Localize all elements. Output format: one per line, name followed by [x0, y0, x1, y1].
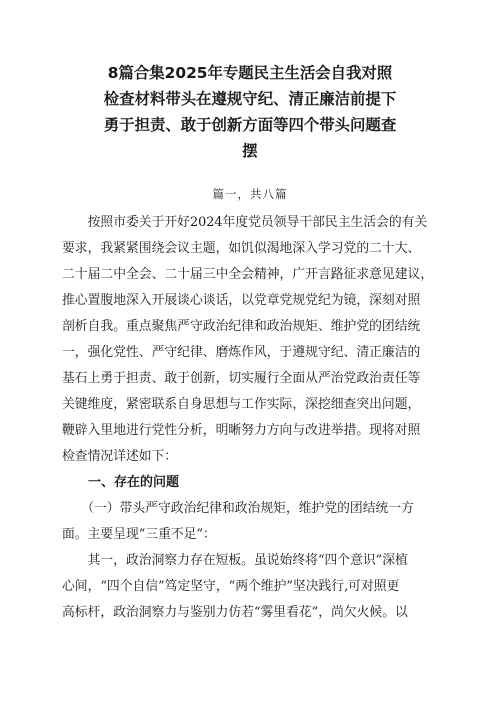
text-line: （一）带头严守政治纪律和政治规矩，维护党的团结统一方 [62, 501, 414, 516]
intro-paragraph [62, 210, 438, 470]
document-title [62, 60, 438, 164]
text-line: 高标杆，政治洞察力与鉴别力仿若“雾里看花”，尚欠火候。以 [62, 605, 408, 620]
title-line: 检查材料带头在遵规守纪、清正廉洁前提下 [103, 90, 397, 108]
text-line: 一，强化党性、严守纪律、磨炼作风，于遵规守纪、清正廉洁的 [62, 345, 421, 360]
text-line: 面。主要呈现“三重不足”： [62, 527, 216, 542]
text-line: 二十届二中全会、二十届三中全会精神，广开言路征求意见建议， [62, 267, 434, 282]
title-line: 勇于担责、敢于创新方面等四个带头问题查 [103, 116, 397, 134]
text-line: 要求，我紧紧围绕会议主题，如饥似渴地深入学习党的二十大、 [62, 241, 421, 256]
text-line: 检查情况详述如下： [62, 449, 178, 464]
text-line: 基石上勇于担责、敢于创新，切实履行全面从严治党政治责任等 [62, 371, 421, 386]
text-line: 关键维度，紧密联系自身思想与工作实际，深挖细查突出问题， [62, 397, 421, 412]
document-subtitle: 篇一，共八篇 [212, 187, 288, 201]
subsection-paragraph [62, 496, 438, 548]
title-line: 摆 [242, 142, 258, 160]
title-line: 8篇合集2025年专题民主生活会自我对照 [107, 64, 393, 82]
text-line: 心间，“四个自信”笃定坚守，“两个维护”坚决践行,可对照更 [62, 579, 400, 594]
text-line: 其一，政治洞察力存在短板。虽说始终将“四个意识”深植 [62, 553, 408, 568]
text-line: 按照市委关于开好2024年度党员领导干部民主生活会的有关 [62, 215, 428, 230]
text-line: 鞭辟入里地进行党性分析，明晰努力方向与改进举措。现将对照 [62, 423, 421, 438]
text-line: 剖析自我。重点聚焦严守政治纪律和政治规矩、维护党的团结统 [62, 319, 421, 334]
text-line: 推心置腹地深入开展谈心谈话，以党章党规党纪为镜，深刻对照 [62, 293, 421, 308]
section-heading: 一、存在的问题 [88, 475, 180, 490]
body-paragraph [62, 548, 438, 626]
